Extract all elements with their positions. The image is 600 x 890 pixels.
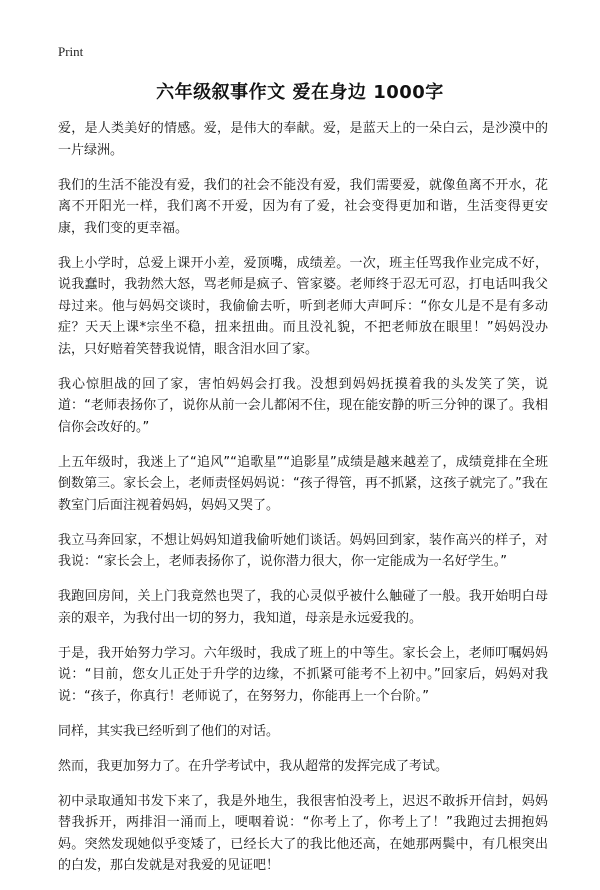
- paragraph: 我心惊胆战的回了家，害怕妈妈会打我。没想到妈妈抚摸着我的头发笑了笑，说道：“老师表扬你了，说你从前一会儿都闲不住，现在能安静的听三分钟的课了。我相信你会改好的。”: [58, 376, 548, 435]
- paragraph: 我立马奔回家，不想让妈妈知道我偷听她们谈话。妈妈回到家，装作高兴的样子，对我说：“家长会上，老师表扬你了，说你潜力很大，你一定能成为一名好学生。”: [58, 532, 548, 569]
- paragraph: 我跑回房间，关上门我竟然也哭了，我的心灵似乎被什么触碰了一般。我开始明白母亲的艰辛，为我付出一切的努力，我知道，母亲是永远爱我的。: [58, 589, 548, 626]
- paragraph: 我上小学时，总爱上课开小差，爱顶嘴，成绩差。一次，班主任骂我作业完成不好，说我蠢时，我勃然大怒，骂老师是疯子、管家婆。老师终于忍无可忍，打电话叫我父母过来。他与妈妈交谈时，我偷偷去听，听到老师大声呵斥：“你女儿是不是有多动症？天天上课*宗坐不稳，扭来扭曲。而且没礼貌，不把老师放在眼里！”妈妈没办法，只好赔着笑替我说情，眼含泪水回了家。: [58, 255, 548, 357]
- paragraph: 上五年级时，我迷上了“追风”“追歌星”“追影星”成绩是越来越差了，成绩竟排在全班倒数第三。家长会上，老师责怪妈妈说：“孩子得管，再不抓紧，这孩子就完了。”我在教室门后面注视着妈妈，妈妈又哭了。: [58, 454, 548, 513]
- paragraph: 然而，我更加努力了。在升学考试中，我从超常的发挥完成了考试。: [58, 758, 449, 774]
- paragraph: 爱，是人类美好的情感。爱，是伟大的奉献。爱，是蓝天上的一朵白云，是沙漠中的一片绿洲。: [58, 121, 548, 158]
- paragraph: 初中录取通知书发下来了，我是外地生，我很害怕没考上，迟迟不敢拆开信封，妈妈替我拆开，两排泪一涌而上，哽咽着说：“你考上了，你考上了！”我跑过去拥抱妈妈。突然发现她似乎变矮了，已经长大了的我比他还高，在她那两鬓中，有几根突出的白发，那白发就是对我爱的见证吧！: [58, 793, 548, 873]
- paragraph: 同样，其实我已经听到了他们的对话。: [58, 723, 280, 739]
- article-body: [58, 118, 548, 890]
- article-title: 六年级叙事作文 爱在身边 1000字: [156, 82, 444, 103]
- paragraph: 于是，我开始努力学习。六年级时，我成了班上的中等生。家长会上，老师叮嘱妈妈说：“目前，您女儿正处于升学的边缘，不抓紧可能考不上初中。”回家后，妈妈对我说：“孩子，你真行！老师说了，在努努力，你能再上一个台阶。”: [58, 645, 548, 704]
- print-link[interactable]: Print: [58, 44, 84, 59]
- paragraph: 我们的生活不能没有爱，我们的社会不能没有爱，我们需要爱，就像鱼离不开水，花离不开阳光一样，我们离不开爱，因为有了爱，社会变得更加和谐，生活变得更安康，我们变的更幸福。: [58, 177, 548, 236]
